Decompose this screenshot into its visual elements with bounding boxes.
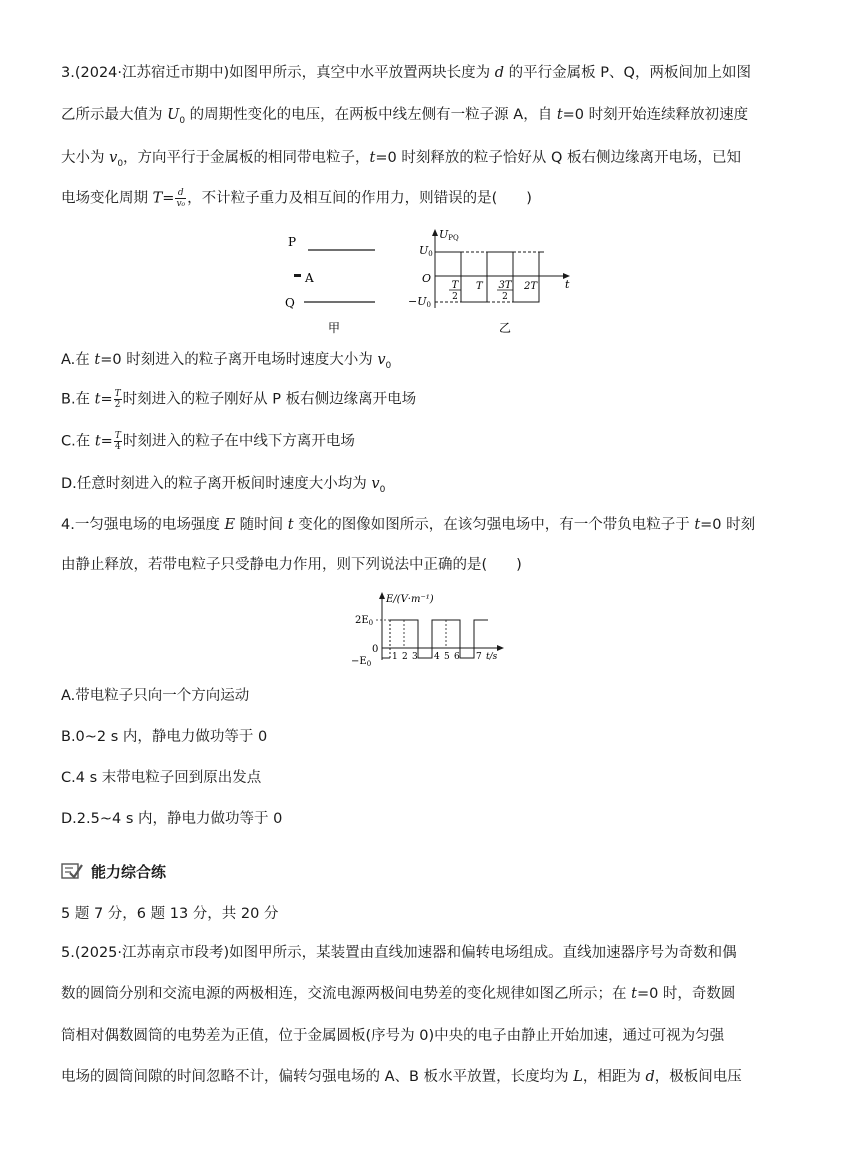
t-axis-arrow-icon [497,645,504,651]
caption-yi: 乙 [499,321,512,335]
caption-jia: 甲 [328,321,341,335]
y-axis-arrow-icon [432,229,438,236]
origin-label: O [422,272,432,285]
figure-e-t-graph [350,590,510,670]
q3-option-c: C.在 t= $\frac{T}{4}$ 时刻进入的粒子在中线下方离开电场 [61,431,355,452]
label-a: A [305,271,314,285]
tick-4: 4 [434,652,440,662]
tick-3t-half-den: 2 [502,292,508,302]
tick-5: 5 [444,652,450,662]
fraction-t-over-4: $\frac{T}{4}$ [114,431,121,452]
checklist-icon [61,862,83,880]
tick-6: 6 [454,652,460,662]
tick-2: 2 [402,652,408,662]
figure-yi-voltage-graph [405,226,580,343]
origin-zero: 0 [372,644,379,655]
q5-line-2: 数的圆筒分别和交流电源的两极相连，交流电源两极间电势差的变化规律如图乙所示；在 t=0 时，奇数圆 [61,986,736,1002]
section-header [61,860,166,882]
t-axis-label: t/s [486,652,498,662]
figure-jia-plates [280,228,390,343]
tick-3: 3 [412,652,418,662]
q4-option-c: C.4 s 末带电粒子回到原出发点 [61,770,262,786]
q4-option-d: D.2.5~4 s 内，静电力做功等于 0 [61,811,283,827]
q5-line-1: 5.(2025·江苏南京市段考)如图甲所示，某装置由直线加速器和偏转电场组成。直线加速器序号为奇数和偶 [61,945,737,961]
q3-line-2: 乙所示最大值为 $U_0$ 的周期性变化的电压，在两板中线左侧有一粒子源 A，自 t=0 时刻开始连续释放初速度 [61,107,749,126]
q5-line-4: 电场的圆筒间隙的时间忽略不计，偏转匀强电场的 A、B 板水平放置，长度均为 L，相距为 d，极板间电压 [61,1069,742,1085]
tick-7: 7 [476,652,482,662]
q3-option-d: D.任意时刻进入的粒子离开板间时速度大小均为 $v_0$ [61,476,386,495]
q4-line-2: 由静止释放，若带电粒子只受静电力作用，则下列说法中正确的是( ) [61,557,522,573]
fraction-d-over-v0: $\frac{d}{\text{v₀}}$ [176,188,186,209]
q4-option-b: B.0~2 s 内，静电力做功等于 0 [61,729,268,745]
tick-2e0: $2E_0$ [355,615,374,627]
tick-t: T [476,281,483,292]
q4-line-1: 4.一匀强电场的电场强度 E 随时间 t 变化的图像如图所示，在该匀强电场中，有一个带负电粒子于 t=0 时刻 [61,517,756,533]
q3-line-3: 大小为 $v_0$，方向平行于金属板的相同带电粒子，t=0 时刻释放的粒子恰好从 Q 板右侧边缘离开电场，已知 [61,150,741,169]
q4-option-a: A.带电粒子只向一个方向运动 [61,688,250,704]
tick-3t-half: 3T [498,280,512,291]
tick-1: 1 [392,652,398,662]
section-title: 能力综合练 [91,862,167,881]
label-p: P [288,235,297,249]
t-axis-label: t [565,278,570,291]
score-line: 5 题 7 分，6 题 13 分，共 20 分 [61,906,279,922]
fraction-t-over-2: $\frac{T}{2}$ [114,389,121,410]
e-axis-label: E/(V·m⁻¹) [386,594,434,605]
e-axis-arrow-icon [379,592,385,599]
tick-neg-u0: −U0 [408,295,431,309]
q3-line-1: 3.(2024·江苏宿迁市期中)如图甲所示，真空中水平放置两块长度为 d 的平行金属板 P、Q，两板间加上如图 [61,65,751,81]
q3-line-4: 电场变化周期 T= $\frac{d}{\text{v₀}}$ ，不计粒子重力及相互间的作用力，则错误的是( ) [61,188,532,209]
label-q: Q [285,296,295,310]
particle-source-a [294,274,301,277]
q5-line-3: 筒相对偶数圆筒的电势差为正值，位于金属圆板(序号为 0)中央的电子由静止开始加速，通过可视为匀强 [61,1028,725,1044]
y-axis-label: UPQ [439,228,459,242]
q3-option-a: A.在 t=0 时刻进入的粒子离开电场时速度大小为 $v_0$ [61,352,392,371]
tick-t-half: T [451,280,459,291]
q3-option-b: B.在 t= $\frac{T}{2}$ 时刻进入的粒子刚好从 P 板右侧边缘离开电场 [61,389,417,410]
tick-t-half-den: 2 [452,292,458,302]
tick-neg-e0: $-E_0$ [351,656,372,668]
tick-2t: 2T [524,281,538,292]
tick-u0: U0 [419,244,433,258]
